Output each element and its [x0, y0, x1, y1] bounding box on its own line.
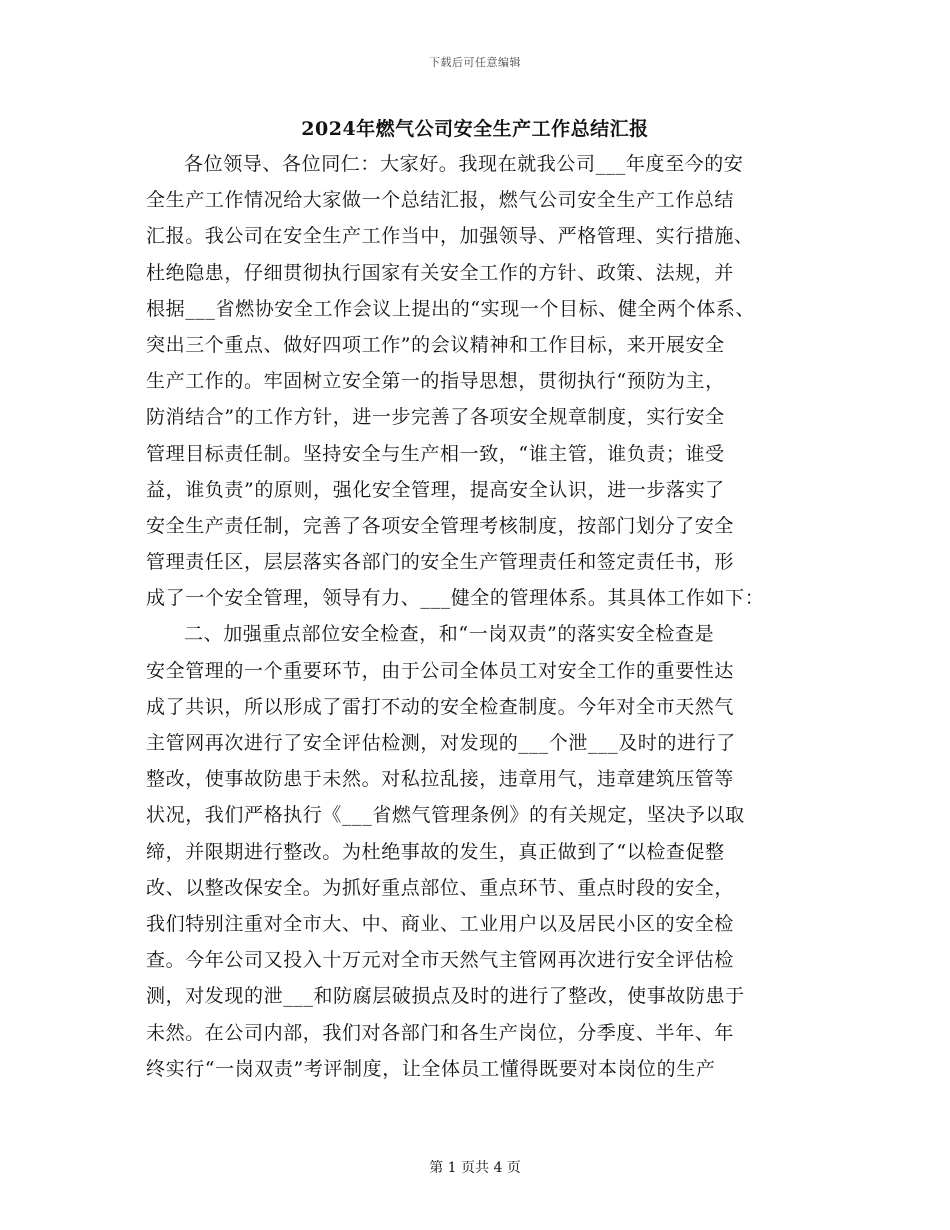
document-body: [146, 152, 836, 1093]
body-line: 测，对发现的泄___和防腐层破损点及时的进行了整改，使事故防患于: [146, 985, 745, 1008]
body-line: 主管网再次进行了安全评估检测，对发现的___个泄___及时的进行了: [146, 732, 736, 754]
body-line: 生产工作的。牢固树立安全第一的指导思想，贯彻执行“预防为主，: [146, 370, 725, 393]
body-line: 终实行“一岗双责”考评制度，让全体员工懂得既要对本岗位的生产: [146, 1057, 716, 1080]
body-line: 全生产工作情况给大家做一个总结汇报，燃气公司安全生产工作总结: [146, 189, 735, 212]
body-line: 安全管理的一个重要环节，由于公司全体员工对安全工作的重要性达: [146, 659, 735, 682]
body-line: 突出三个重点、做好四项工作”的会议精神和工作目标，来开展安全: [146, 333, 725, 356]
body-line: 管理目标责任制。坚持安全与生产相一致，“谁主管，谁负责；谁受: [146, 442, 725, 465]
body-line: 根据___省燃协安全工作会议上提出的“实现一个目标、健全两个体系、: [146, 297, 756, 320]
body-line: 二、加强重点部位安全检查，和“一岗双责”的落实安全检查是: [184, 623, 715, 646]
body-line: 管理责任区，层层落实各部门的安全生产管理责任和签定责任书，形: [146, 551, 735, 574]
body-line: 缔，并限期进行整改。为杜绝事故的发生，真正做到了“以检查促整: [146, 840, 725, 863]
body-line: 杜绝隐患，仔细贯彻执行国家有关安全工作的方针、政策、法规，并: [146, 261, 735, 284]
body-line: 汇报。我公司在安全生产工作当中，加强领导、严格管理、实行措施、: [146, 225, 754, 248]
body-line: 各位领导、各位同仁：大家好。我现在就我公司___年度至今的安: [184, 153, 744, 175]
body-line: 改、以整改保安全。为抓好重点部位、重点环节、重点时段的安全，: [146, 876, 735, 899]
header-note: 下载后可任意编辑: [429, 56, 521, 69]
document-title: 2024年燃气公司安全生产工作总结汇报: [301, 118, 649, 140]
body-line: 防消结合”的工作方针，进一步完善了各项安全规章制度，实行安全: [146, 406, 725, 429]
body-line: 查。今年公司又投入十万元对全市天然气主管网再次进行安全评估检: [146, 949, 735, 972]
body-line: 益，谁负责”的原则，强化安全管理，提高安全认识，进一步落实了: [146, 478, 725, 501]
body-line: 未然。在公司内部，我们对各部门和各生产岗位，分季度、半年、年: [146, 1021, 735, 1044]
body-line: 整改，使事故防患于未然。对私拉乱接，违章用气，违章建筑压管等: [146, 768, 735, 791]
body-line: 成了一个安全管理，领导有力、___健全的管理体系。其具体工作如下：: [146, 587, 765, 610]
page-footer: 第 1 页共 4 页: [429, 1160, 521, 1176]
body-line: 状况，我们严格执行《___省燃气管理条例》的有关规定，坚决予以取: [146, 804, 745, 827]
body-line: 我们特别注重对全市大、中、商业、工业用户以及居民小区的安全检: [146, 912, 735, 935]
body-line: 成了共识，所以形成了雷打不动的安全检查制度。今年对全市天然气: [146, 695, 735, 718]
body-line: 安全生产责任制，完善了各项安全管理考核制度，按部门划分了安全: [146, 514, 735, 537]
